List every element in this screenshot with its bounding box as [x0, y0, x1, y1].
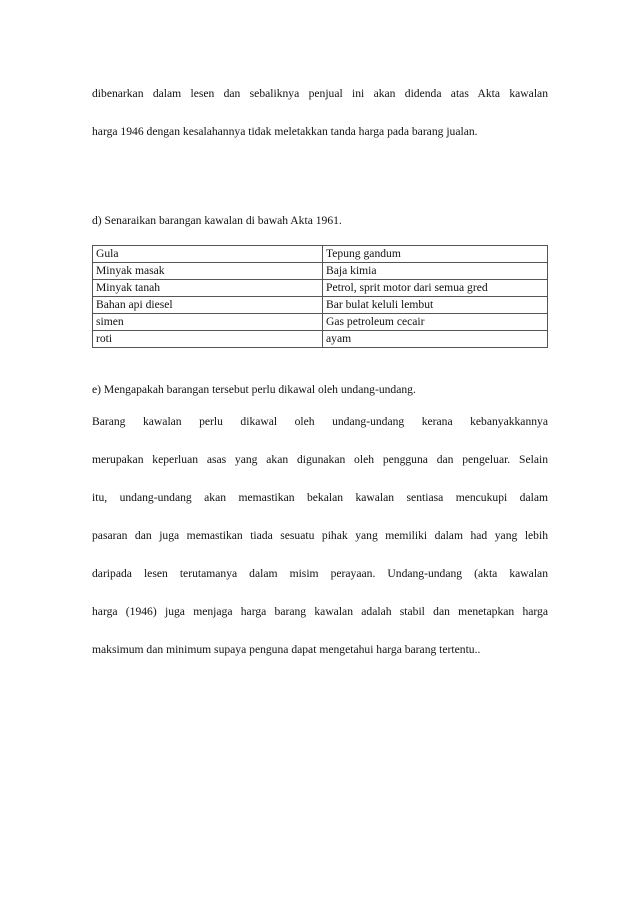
- paragraph-line: [92, 642, 548, 658]
- table-cell: Minyak tanah: [93, 280, 323, 297]
- paragraph-line: [92, 528, 548, 566]
- table-cell: Bar bulat keluli lembut: [323, 297, 548, 314]
- table-cell: Gula: [93, 246, 323, 263]
- line-text: Barang kawalan perlu dikawal oleh undang-undang kerana kebanyakkannya: [92, 415, 548, 428]
- table-row: [93, 297, 548, 314]
- section-e-heading: e) Mengapakah barangan tersebut perlu dikawal oleh undang-undang.: [92, 383, 416, 396]
- table-row: [93, 280, 548, 297]
- line-text: itu, undang-undang akan memastikan bekalan kawalan sentiasa mencukupi dalam: [92, 491, 548, 504]
- table-row: [93, 331, 548, 348]
- table-cell: ayam: [323, 331, 548, 348]
- table-cell: Bahan api diesel: [93, 297, 323, 314]
- line-text: dibenarkan dalam lesen dan sebaliknya penjual ini akan didenda atas Akta kawalan: [92, 87, 548, 100]
- line-text: merupakan keperluan asas yang akan digunakan oleh pengguna dan pengeluar. Selain: [92, 453, 548, 466]
- line-text: pasaran dan juga memastikan tiada sesuatu pihak yang memiliki dalam had yang lebih: [92, 529, 548, 542]
- table-cell: Petrol, sprit motor dari semua gred: [323, 280, 548, 297]
- section-d-heading: d) Senaraikan barangan kawalan di bawah Akta 1961.: [92, 214, 342, 227]
- paragraph-line: [92, 566, 548, 604]
- line-text: daripada lesen terutamanya dalam misim perayaan. Undang-undang (akta kawalan: [92, 567, 548, 580]
- table-cell: simen: [93, 314, 323, 331]
- paragraph-line: [92, 414, 548, 452]
- line-text: maksimum dan minimum supaya penguna dapat mengetahui harga barang tertentu..: [92, 643, 481, 656]
- table-row: [93, 263, 548, 280]
- table-cell: Baja kimia: [323, 263, 548, 280]
- table-cell: Gas petroleum cecair: [323, 314, 548, 331]
- paragraph-line: [92, 490, 548, 528]
- paragraph-line: [92, 604, 548, 642]
- paragraph-line: [92, 86, 548, 124]
- controlled-goods-table: [92, 245, 548, 348]
- table-cell: roti: [93, 331, 323, 348]
- table-row: [93, 246, 548, 263]
- table-row: [93, 314, 548, 331]
- paragraph-line: [92, 124, 548, 140]
- section-e-paragraph: [92, 414, 548, 658]
- intro-paragraph: [92, 86, 548, 140]
- table-cell: Tepung gandum: [323, 246, 548, 263]
- line-text: harga (1946) juga menjaga harga barang kawalan adalah stabil dan menetapkan harga: [92, 605, 548, 618]
- paragraph-line: [92, 452, 548, 490]
- table-cell: Minyak masak: [93, 263, 323, 280]
- line-text: harga 1946 dengan kesalahannya tidak meletakkan tanda harga pada barang jualan.: [92, 125, 478, 138]
